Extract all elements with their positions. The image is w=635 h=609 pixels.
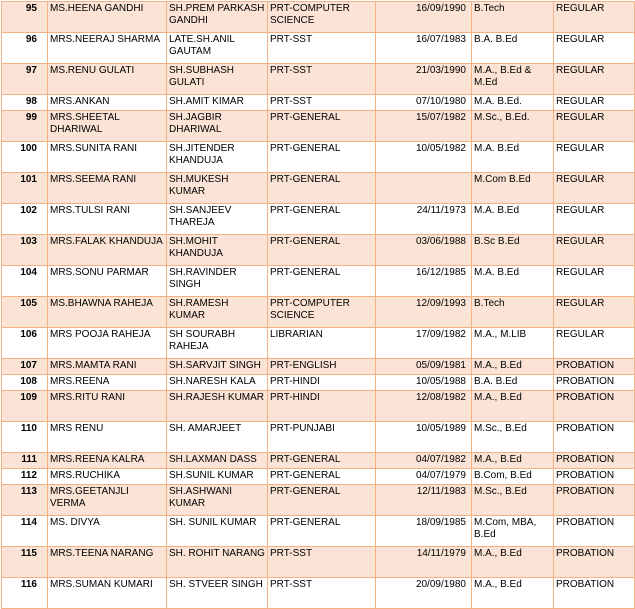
teacher-name-cell: MRS.TEENA NARANG [48,547,167,578]
qualification-cell: M.A., B.Ed [472,453,554,469]
post-cell: PRT-GENERAL [268,266,376,297]
post-cell: PRT-SST [268,578,376,609]
post-cell: PRT-GENERAL [268,516,376,547]
date-of-birth-cell: 07/10/1980 [376,95,472,111]
status-cell: REGULAR [554,328,635,359]
post-cell: PRT-SST [268,95,376,111]
qualification-cell: M.A., M.LIB [472,328,554,359]
qualification-cell: B.Tech [472,2,554,33]
status-cell: PROBATION [554,578,635,609]
table-row [2,204,635,235]
father-name-cell: SH.RAJESH KUMAR [167,391,268,422]
serial-number-cell: 111 [2,453,48,469]
status-cell: REGULAR [554,266,635,297]
qualification-cell: M.A. B.Ed [472,204,554,235]
serial-number-cell: 101 [2,173,48,204]
teacher-name-cell: MS.BHAWNA RAHEJA [48,297,167,328]
qualification-cell: M.Com, MBA, B.Ed [472,516,554,547]
father-name-cell: SH.NARESH KALA [167,375,268,391]
teacher-name-cell: MRS.SEEMA RANI [48,173,167,204]
qualification-cell: B.Tech [472,297,554,328]
teacher-name-cell: MRS RENU [48,422,167,453]
date-of-birth-cell: 04/07/1979 [376,469,472,485]
father-name-cell: SH.JAGBIR DHARIWAL [167,111,268,142]
status-cell: REGULAR [554,64,635,95]
status-cell: REGULAR [554,111,635,142]
father-name-cell: SH.RAMESH KUMAR [167,297,268,328]
teacher-name-cell: MS. DIVYA [48,516,167,547]
staff-table-body [2,2,635,609]
serial-number-cell: 106 [2,328,48,359]
date-of-birth-cell: 10/05/1982 [376,142,472,173]
serial-number-cell: 116 [2,578,48,609]
post-cell: PRT-GENERAL [268,469,376,485]
table-row [2,547,635,578]
father-name-cell: SH.RAVINDER SINGH [167,266,268,297]
qualification-cell: M.A. B.Ed [472,266,554,297]
date-of-birth-cell: 12/08/1982 [376,391,472,422]
date-of-birth-cell: 20/09/1980 [376,578,472,609]
qualification-cell: M.Com B.Ed [472,173,554,204]
father-name-cell: SH.ASHWANI KUMAR [167,485,268,516]
post-cell: PRT-GENERAL [268,485,376,516]
qualification-cell: M.Sc., B.Ed [472,422,554,453]
teacher-name-cell: MRS.RITU RANI [48,391,167,422]
date-of-birth-cell: 16/09/1990 [376,2,472,33]
post-cell: PRT-HINDI [268,375,376,391]
status-cell: PROBATION [554,453,635,469]
father-name-cell: SH.SANJEEV THAREJA [167,204,268,235]
status-cell: REGULAR [554,2,635,33]
post-cell: PRT-GENERAL [268,204,376,235]
post-cell: PRT-PUNJABI [268,422,376,453]
serial-number-cell: 110 [2,422,48,453]
post-cell: PRT-COMPUTER SCIENCE [268,2,376,33]
qualification-cell: M.A., B.Ed [472,359,554,375]
serial-number-cell: 109 [2,391,48,422]
post-cell: PRT-ENGLISH [268,359,376,375]
qualification-cell: M.A., B.Ed [472,391,554,422]
teacher-name-cell: MRS POOJA RAHEJA [48,328,167,359]
status-cell: PROBATION [554,485,635,516]
date-of-birth-cell: 16/07/1983 [376,33,472,64]
table-row [2,111,635,142]
teacher-name-cell: MRS.ANKAN [48,95,167,111]
status-cell: PROBATION [554,391,635,422]
post-cell: PRT-GENERAL [268,142,376,173]
status-cell: PROBATION [554,516,635,547]
status-cell: REGULAR [554,142,635,173]
serial-number-cell: 99 [2,111,48,142]
table-row [2,453,635,469]
serial-number-cell: 105 [2,297,48,328]
post-cell: PRT-GENERAL [268,111,376,142]
date-of-birth-cell: 04/07/1982 [376,453,472,469]
serial-number-cell: 102 [2,204,48,235]
table-row [2,173,635,204]
date-of-birth-cell: 14/11/1979 [376,547,472,578]
qualification-cell: B.Sc B.Ed [472,235,554,266]
date-of-birth-cell: 10/05/1988 [376,375,472,391]
qualification-cell: B.A. B.Ed [472,375,554,391]
father-name-cell: LATE.SH.ANIL GAUTAM [167,33,268,64]
status-cell: PROBATION [554,547,635,578]
serial-number-cell: 98 [2,95,48,111]
father-name-cell: SH.SUBHASH GULATI [167,64,268,95]
post-cell: PRT-GENERAL [268,173,376,204]
date-of-birth-cell: 12/11/1983 [376,485,472,516]
post-cell: PRT-SST [268,33,376,64]
status-cell: REGULAR [554,33,635,64]
serial-number-cell: 97 [2,64,48,95]
date-of-birth-cell: 12/09/1993 [376,297,472,328]
serial-number-cell: 115 [2,547,48,578]
qualification-cell: M.Sc., B.Ed. [472,111,554,142]
table-row [2,266,635,297]
teacher-name-cell: MRS.SUNITA RANI [48,142,167,173]
date-of-birth-cell: 21/03/1990 [376,64,472,95]
status-cell: REGULAR [554,204,635,235]
serial-number-cell: 104 [2,266,48,297]
date-of-birth-cell: 16/12/1985 [376,266,472,297]
table-row [2,516,635,547]
father-name-cell: SH.LAXMAN DASS [167,453,268,469]
father-name-cell: SH. ROHIT NARANG [167,547,268,578]
status-cell: REGULAR [554,95,635,111]
teacher-name-cell: MS.HEENA GANDHI [48,2,167,33]
serial-number-cell: 113 [2,485,48,516]
date-of-birth-cell: 24/11/1973 [376,204,472,235]
serial-number-cell: 114 [2,516,48,547]
teacher-name-cell: MRS.REENA [48,375,167,391]
post-cell: PRT-SST [268,64,376,95]
teacher-name-cell: MRS.TULSI RANI [48,204,167,235]
date-of-birth-cell: 18/09/1985 [376,516,472,547]
date-of-birth-cell: 15/07/1982 [376,111,472,142]
table-row [2,328,635,359]
teacher-name-cell: MRS.SHEETAL DHARIWAL [48,111,167,142]
father-name-cell: SH.MOHIT KHANDUJA [167,235,268,266]
status-cell: PROBATION [554,375,635,391]
qualification-cell: M.Sc., B.Ed [472,485,554,516]
date-of-birth-cell: 10/05/1989 [376,422,472,453]
father-name-cell: SH.AMIT KIMAR [167,95,268,111]
date-of-birth-cell [376,173,472,204]
teacher-name-cell: MRS.SONU PARMAR [48,266,167,297]
serial-number-cell: 103 [2,235,48,266]
table-row [2,359,635,375]
table-row [2,469,635,485]
post-cell: PRT-SST [268,547,376,578]
date-of-birth-cell: 03/06/1988 [376,235,472,266]
father-name-cell: SH. SUNIL KUMAR [167,516,268,547]
table-row [2,95,635,111]
father-name-cell: SH SOURABH RAHEJA [167,328,268,359]
father-name-cell: SH. AMARJEET [167,422,268,453]
status-cell: PROBATION [554,359,635,375]
serial-number-cell: 96 [2,33,48,64]
teacher-name-cell: MRS.RUCHIKA [48,469,167,485]
post-cell: PRT-COMPUTER SCIENCE [268,297,376,328]
teacher-name-cell: MRS.SUMAN KUMARI [48,578,167,609]
table-row [2,485,635,516]
date-of-birth-cell: 17/09/1982 [376,328,472,359]
post-cell: PRT-HINDI [268,391,376,422]
teacher-name-cell: MRS.MAMTA RANI [48,359,167,375]
serial-number-cell: 112 [2,469,48,485]
qualification-cell: M.A., B.Ed [472,547,554,578]
father-name-cell: SH.JITENDER KHANDUJA [167,142,268,173]
serial-number-cell: 107 [2,359,48,375]
post-cell: PRT-GENERAL [268,453,376,469]
qualification-cell: B.A. B.Ed [472,33,554,64]
table-row [2,2,635,33]
father-name-cell: SH.SUNIL KUMAR [167,469,268,485]
teacher-name-cell: MRS.REENA KALRA [48,453,167,469]
table-row [2,297,635,328]
post-cell: LIBRARIAN [268,328,376,359]
serial-number-cell: 108 [2,375,48,391]
table-row [2,64,635,95]
post-cell: PRT-GENERAL [268,235,376,266]
status-cell: REGULAR [554,235,635,266]
father-name-cell: SH.SARVJIT SINGH [167,359,268,375]
table-row [2,375,635,391]
status-cell: REGULAR [554,173,635,204]
qualification-cell: M.A. B.Ed. [472,95,554,111]
table-row [2,33,635,64]
father-name-cell: SH.MUKESH KUMAR [167,173,268,204]
serial-number-cell: 100 [2,142,48,173]
table-row [2,391,635,422]
status-cell: PROBATION [554,469,635,485]
teacher-name-cell: MRS.GEETANJLI VERMA [48,485,167,516]
date-of-birth-cell: 05/09/1981 [376,359,472,375]
teacher-name-cell: MS.RENU GULATI [48,64,167,95]
table-row [2,142,635,173]
teacher-name-cell: MRS.NEERAJ SHARMA [48,33,167,64]
father-name-cell: SH. STVEER SINGH [167,578,268,609]
qualification-cell: B.Com, B.Ed [472,469,554,485]
table-row [2,422,635,453]
status-cell: PROBATION [554,422,635,453]
table-row [2,578,635,609]
qualification-cell: M.A. B.Ed [472,142,554,173]
teacher-name-cell: MRS.FALAK KHANDUJA [48,235,167,266]
table-row [2,235,635,266]
qualification-cell: M.A., B.Ed & M.Ed [472,64,554,95]
staff-table [1,1,635,609]
father-name-cell: SH.PREM PARKASH GANDHI [167,2,268,33]
serial-number-cell: 95 [2,2,48,33]
qualification-cell: M.A., B.Ed [472,578,554,609]
status-cell: REGULAR [554,297,635,328]
